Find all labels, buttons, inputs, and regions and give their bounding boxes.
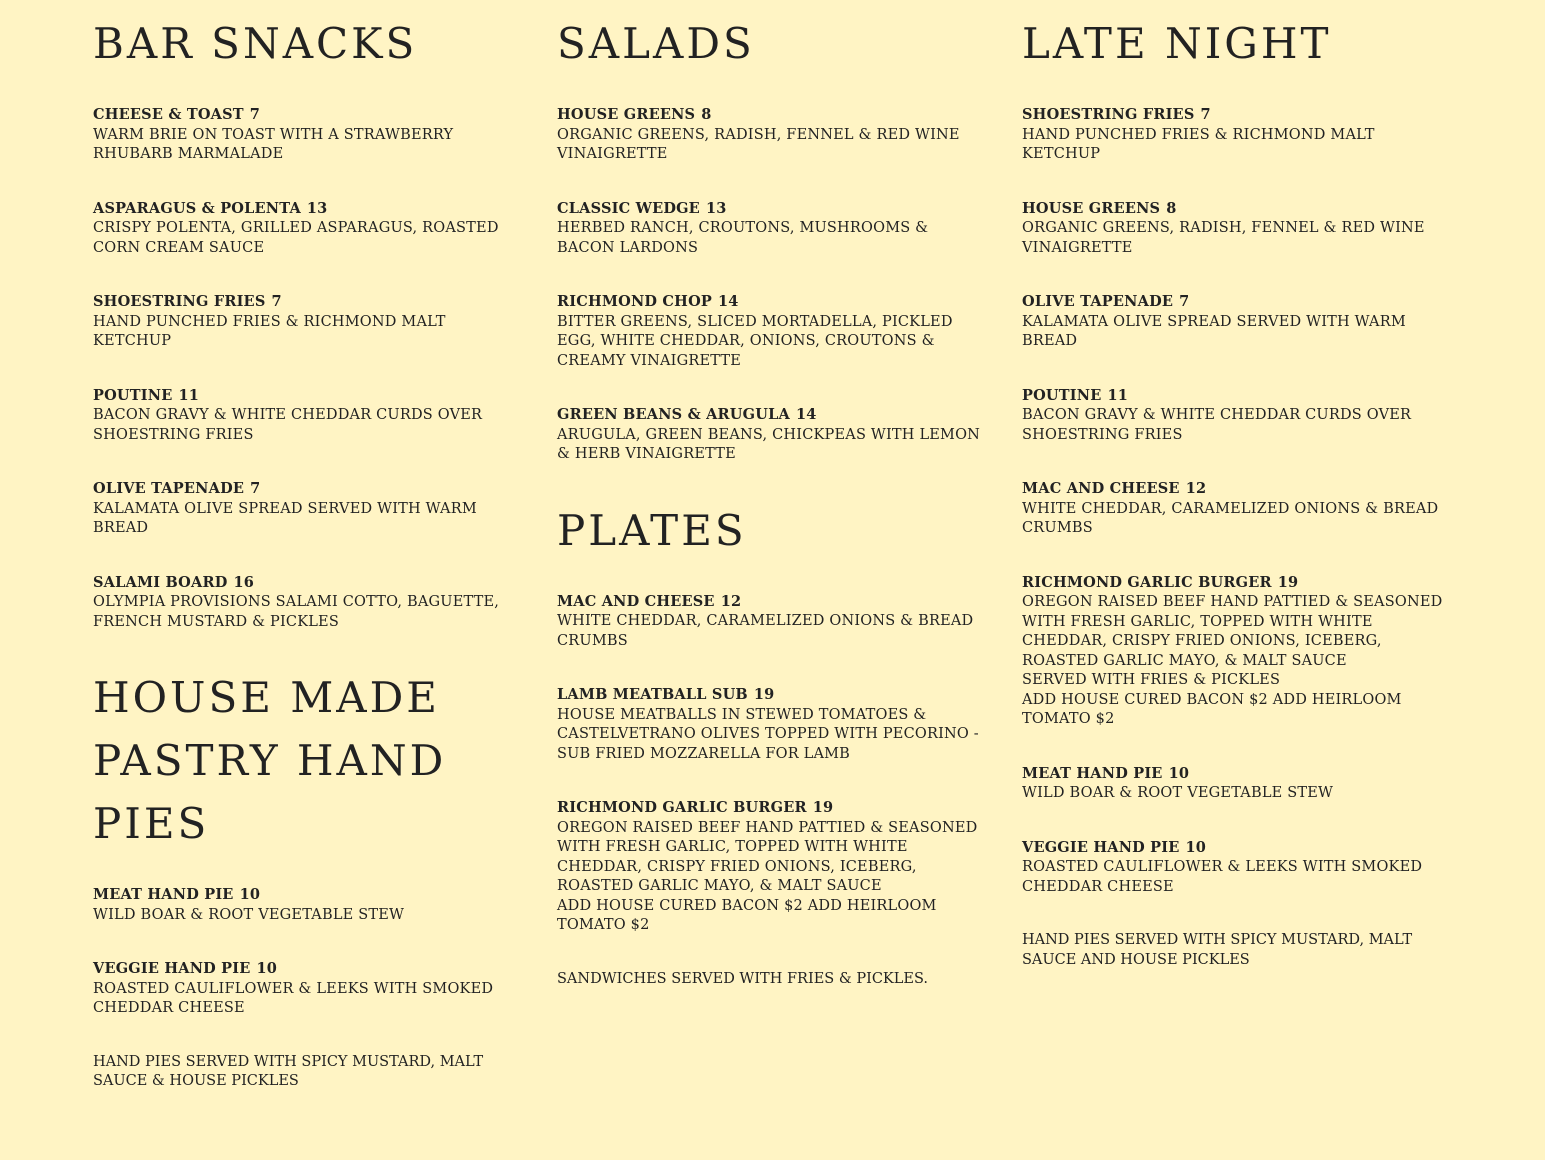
item-name: MEAT HAND PIE — [93, 886, 234, 903]
item-price: 16 — [233, 573, 255, 591]
item-description: WARM BRIE ON TOAST WITH A STRAWBERRY RHUBARB MARMALADE — [93, 126, 454, 162]
item-price: 10 — [1185, 838, 1207, 856]
menu-item — [557, 105, 982, 165]
item-name: POUTINE — [1022, 386, 1102, 404]
menu-item — [1022, 199, 1447, 259]
item-name: CLASSIC WEDGE — [557, 199, 700, 217]
menu-item — [557, 685, 982, 764]
menu-item — [93, 292, 513, 352]
menu-item — [93, 386, 513, 446]
item-price: 11 — [178, 386, 200, 404]
menu-item — [93, 959, 513, 1019]
section-note: SANDWICHES SERVED WITH FRIES & PICKLES. — [557, 970, 928, 987]
item-name: VEGGIE HAND PIE — [1022, 838, 1180, 856]
item-price: 14 — [795, 406, 817, 423]
item-price: 19 — [753, 686, 775, 703]
menu-column-2 — [557, 0, 982, 1023]
item-name: MEAT HAND PIE — [1022, 764, 1163, 782]
item-description: ROASTED CAULIFLOWER & LEEKS WITH SMOKED CHEDDAR CHEESE — [93, 980, 494, 1016]
item-description: ORGANIC GREENS, RADISH, FENNEL & RED WINE VINAIGRETTE — [557, 126, 960, 162]
section-bar-snacks — [93, 12, 513, 632]
section-title: BAR SNACKS — [93, 19, 418, 68]
item-description: CRISPY POLENTA, GRILLED ASPARAGUS, ROASTED CORN CREAM SAUCE — [93, 220, 499, 256]
item-description: WHITE CHEDDAR, CARAMELIZED ONIONS & BREAD CRUMBS — [1022, 500, 1439, 536]
item-description: OREGON RAISED BEEF HAND PATTIED & SEASONED WITH FRESH GARLIC, TOPPED WITH WHITE CHEDDAR, CRISPY FRIED ONIONS, ICEBERG, ROASTED GARLIC MAYO, & MALT SAUCE — [1022, 594, 1443, 669]
item-name: OLIVE TAPENADE — [93, 480, 245, 497]
section-hand-pies — [93, 666, 513, 1092]
item-addons: ADD HOUSE CURED BACON $2 ADD HEIRLOOM TOMATO $2 — [557, 897, 937, 933]
section-plates — [557, 499, 982, 990]
item-name: LAMB MEATBALL SUB — [557, 686, 748, 703]
item-name: VEGGIE HAND PIE — [93, 960, 251, 977]
item-price: 7 — [1179, 293, 1190, 310]
item-description: HERBED RANCH, CROUTONS, MUSHROOMS & BACON LARDONS — [557, 220, 929, 256]
item-price: 12 — [1185, 480, 1207, 497]
item-name: CHEESE & TOAST — [93, 106, 244, 123]
item-price: 7 — [271, 293, 282, 310]
item-price: 11 — [1107, 386, 1129, 404]
item-description: WILD BOAR & ROOT VEGETABLE STEW — [1022, 785, 1334, 801]
item-description: OREGON RAISED BEEF HAND PATTIED & SEASONED WITH FRESH GARLIC, TOPPED WITH WHITE CHEDDAR, CRISPY FRIED ONIONS, ICEBERG, ROASTED GARLIC MAYO, & MALT SAUCE — [557, 819, 978, 894]
item-name: HOUSE GREENS — [1022, 199, 1161, 217]
item-price: 13 — [306, 199, 328, 217]
item-name: MAC AND CHEESE — [557, 592, 715, 610]
menu-item — [93, 573, 513, 633]
section-title: LATE NIGHT — [1022, 19, 1332, 68]
item-name: SHOESTRING FRIES — [93, 293, 266, 310]
menu-item — [557, 292, 982, 371]
item-description: BACON GRAVY & WHITE CHEDDAR CURDS OVER SHOESTRING FRIES — [93, 407, 483, 443]
item-name: RICHMOND GARLIC BURGER — [1022, 573, 1272, 591]
item-price: 12 — [720, 592, 742, 610]
item-name: OLIVE TAPENADE — [1022, 293, 1174, 310]
item-name: SHOESTRING FRIES — [1022, 106, 1195, 123]
item-description: HAND PUNCHED FRIES & RICHMOND MALT KETCHUP — [1022, 126, 1375, 162]
item-name: GREEN BEANS & ARUGULA — [557, 406, 790, 423]
menu-column-1 — [93, 0, 513, 1126]
section-title: PLATES — [557, 505, 747, 555]
menu-item — [93, 885, 513, 925]
item-name: RICHMOND GARLIC BURGER — [557, 799, 807, 816]
item-addons: ADD HOUSE CURED BACON $2 ADD HEIRLOOM TOMATO $2 — [1022, 691, 1402, 727]
item-price: 7 — [1200, 106, 1211, 123]
section-salads — [557, 12, 982, 465]
item-description: ARUGULA, GREEN BEANS, CHICKPEAS WITH LEMON & HERB VINAIGRETTE — [557, 426, 981, 462]
item-description: ROASTED CAULIFLOWER & LEEKS WITH SMOKED CHEDDAR CHEESE — [1022, 859, 1423, 895]
item-price: 7 — [249, 106, 261, 123]
item-description: BACON GRAVY & WHITE CHEDDAR CURDS OVER SHOESTRING FRIES — [1022, 407, 1412, 443]
item-price: 8 — [701, 106, 712, 123]
item-description: BITTER GREENS, SLICED MORTADELLA, PICKLED EGG, WHITE CHEDDAR, ONIONS, CROUTONS & CREAMY VINAIGRETTE — [557, 313, 953, 369]
menu-item — [1022, 386, 1447, 446]
item-description: OLYMPIA PROVISIONS SALAMI COTTO, BAGUETTE, FRENCH MUSTARD & PICKLES — [93, 594, 500, 630]
section-title: HOUSE MADE PASTRY HAND PIES — [93, 673, 447, 848]
menu-column-3 — [1022, 0, 1447, 1004]
menu-item — [1022, 764, 1447, 804]
item-description: WHITE CHEDDAR, CARAMELIZED ONIONS & BREAD CRUMBS — [557, 613, 974, 649]
menu-item — [1022, 838, 1447, 898]
item-name: ASPARAGUS & POLENTA — [93, 199, 301, 217]
item-name: SALAMI BOARD — [93, 573, 228, 591]
menu-item — [93, 105, 513, 165]
section-late-night — [1022, 12, 1447, 970]
menu-item — [1022, 105, 1447, 165]
menu-item — [557, 798, 982, 936]
section-note: HAND PIES SERVED WITH SPICY MUSTARD, MALT SAUCE & HOUSE PICKLES — [93, 1053, 484, 1089]
item-price: 14 — [718, 293, 739, 310]
menu-item — [1022, 573, 1447, 730]
menu-item — [557, 199, 982, 259]
item-description: WILD BOAR & ROOT VEGETABLE STEW — [93, 906, 405, 923]
menu-item — [557, 405, 982, 465]
item-price: 19 — [1277, 573, 1299, 591]
menu-item — [93, 479, 513, 539]
item-name: MAC AND CHEESE — [1022, 480, 1180, 497]
item-served-with: SERVED WITH FRIES & PICKLES — [1022, 672, 1281, 688]
item-name: HOUSE GREENS — [557, 106, 696, 123]
item-price: 10 — [1168, 764, 1190, 782]
item-price: 8 — [1166, 199, 1177, 217]
item-description: ORGANIC GREENS, RADISH, FENNEL & RED WINE VINAIGRETTE — [1022, 220, 1425, 256]
item-name: RICHMOND CHOP — [557, 293, 713, 310]
section-note: HAND PIES SERVED WITH SPICY MUSTARD, MALT SAUCE AND HOUSE PICKLES — [1022, 932, 1413, 968]
menu-item — [1022, 479, 1447, 539]
menu-item — [93, 199, 513, 259]
item-description: HOUSE MEATBALLS IN STEWED TOMATOES & CASTELVETRANO OLIVES TOPPED WITH PECORINO - SUB FRIED MOZZARELLA FOR LAMB — [557, 706, 979, 762]
section-title: SALADS — [557, 19, 755, 68]
item-description: KALAMATA OLIVE SPREAD SERVED WITH WARM BREAD — [1022, 313, 1406, 349]
menu-item — [557, 592, 982, 652]
item-description: HAND PUNCHED FRIES & RICHMOND MALT KETCHUP — [93, 313, 446, 349]
item-price: 19 — [812, 799, 834, 816]
item-price: 7 — [250, 480, 261, 497]
item-description: KALAMATA OLIVE SPREAD SERVED WITH WARM BREAD — [93, 500, 477, 536]
item-price: 13 — [705, 199, 727, 217]
item-name: POUTINE — [93, 386, 173, 404]
item-price: 10 — [239, 886, 261, 903]
menu-item — [1022, 292, 1447, 352]
item-price: 10 — [256, 960, 278, 977]
